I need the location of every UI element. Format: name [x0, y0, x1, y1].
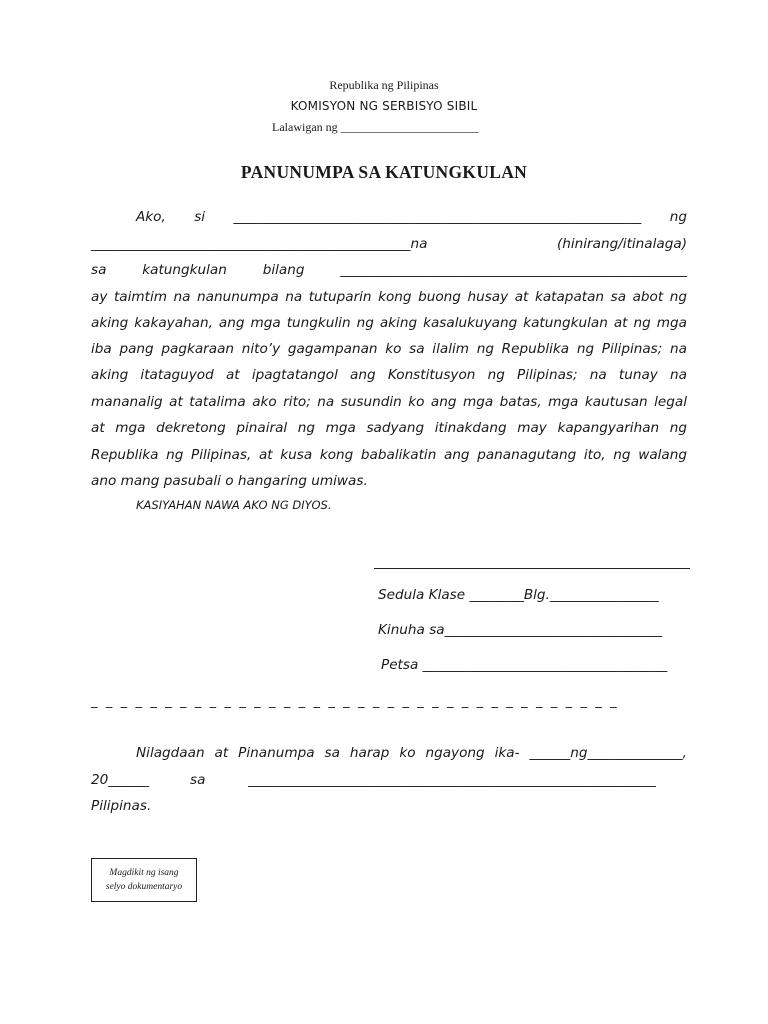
- jurat-sa: sa: [190, 772, 206, 788]
- commission-label: KOMISYON NG SERBISYO SIBIL: [290, 99, 478, 113]
- oath-text-line: aking kakayahan, ang mga tungkulin ng aking kasalukuyang katungkulan at ng mga: [91, 315, 687, 331]
- kinuha-field: Kinuha sa________________________________: [378, 622, 663, 638]
- oath-position-line: sa katungkulan bilang ___________________________________________________: [91, 262, 687, 278]
- province-field: Lalawigan ng _______________________: [272, 120, 479, 134]
- jurat-country: Pilipinas.: [91, 798, 152, 814]
- documentary-stamp-box: [91, 858, 197, 902]
- oath-text-line: mananalig at tatalima ako rito; na susundin ko ang mga batas, mga kautusan legal: [91, 394, 687, 410]
- signature-line: [374, 568, 690, 569]
- page-title: PANUNUMPA SA KATUNGKULAN: [240, 162, 528, 182]
- sedula-field: Sedula Klase ________Blg.________________: [378, 587, 659, 603]
- separator-line: _ _ _ _ _ _ _ _ _ _ _ _ _ _ _ _ _ _ _ _ _ _ _ _ _ _ _ _ _ _ _ _ _ _ _ _: [91, 694, 619, 709]
- jurat-date-line: Nilagdaan at Pinanumpa sa harap ko ngayong ika- ______ng______________,: [136, 745, 687, 761]
- oath-text-line: at mga dekretong pinairal ng mga sadyang itinakdang may kapangyarihan ng: [91, 420, 687, 436]
- oath-closing: KASIYAHAN NAWA AKO NG DIYOS.: [136, 498, 332, 512]
- republic-label: Republika ng Pilipinas: [329, 78, 439, 92]
- petsa-field: Petsa ____________________________________: [381, 657, 668, 673]
- stamp-box-label-line1: Magdikit ng isang: [109, 868, 179, 878]
- oath-last-line: ano mang pasubali o hangaring umiwas.: [91, 473, 368, 489]
- oath-text-line: aking itataguyod at ipagtatangol ang Konstitusyon ng Pilipinas; na tunay na: [91, 367, 687, 383]
- oath-office-line: _______________________________________________na (hinirang/itinalaga): [91, 236, 687, 252]
- stamp-box-label-line2: selyo dokumentaryo: [105, 882, 183, 892]
- jurat-place-blank: ____________________________________________________________: [248, 772, 656, 788]
- jurat-year: 20______: [91, 772, 150, 788]
- oath-text-line: iba pang pagkaraan nito’y gagampanan ko sa ilalim ng Republika ng Pilipinas; na: [91, 341, 687, 357]
- oath-name-line: Ako, si ____________________________________________________________ ng: [136, 209, 687, 225]
- oath-text-line: ay taimtim na nanunumpa na tutuparin kong buong husay at katapatan sa abot ng: [91, 289, 687, 305]
- oath-text-line: Republika ng Pilipinas, at kusa kong babalikatin ang pananagutang ito, ng walang: [91, 447, 687, 463]
